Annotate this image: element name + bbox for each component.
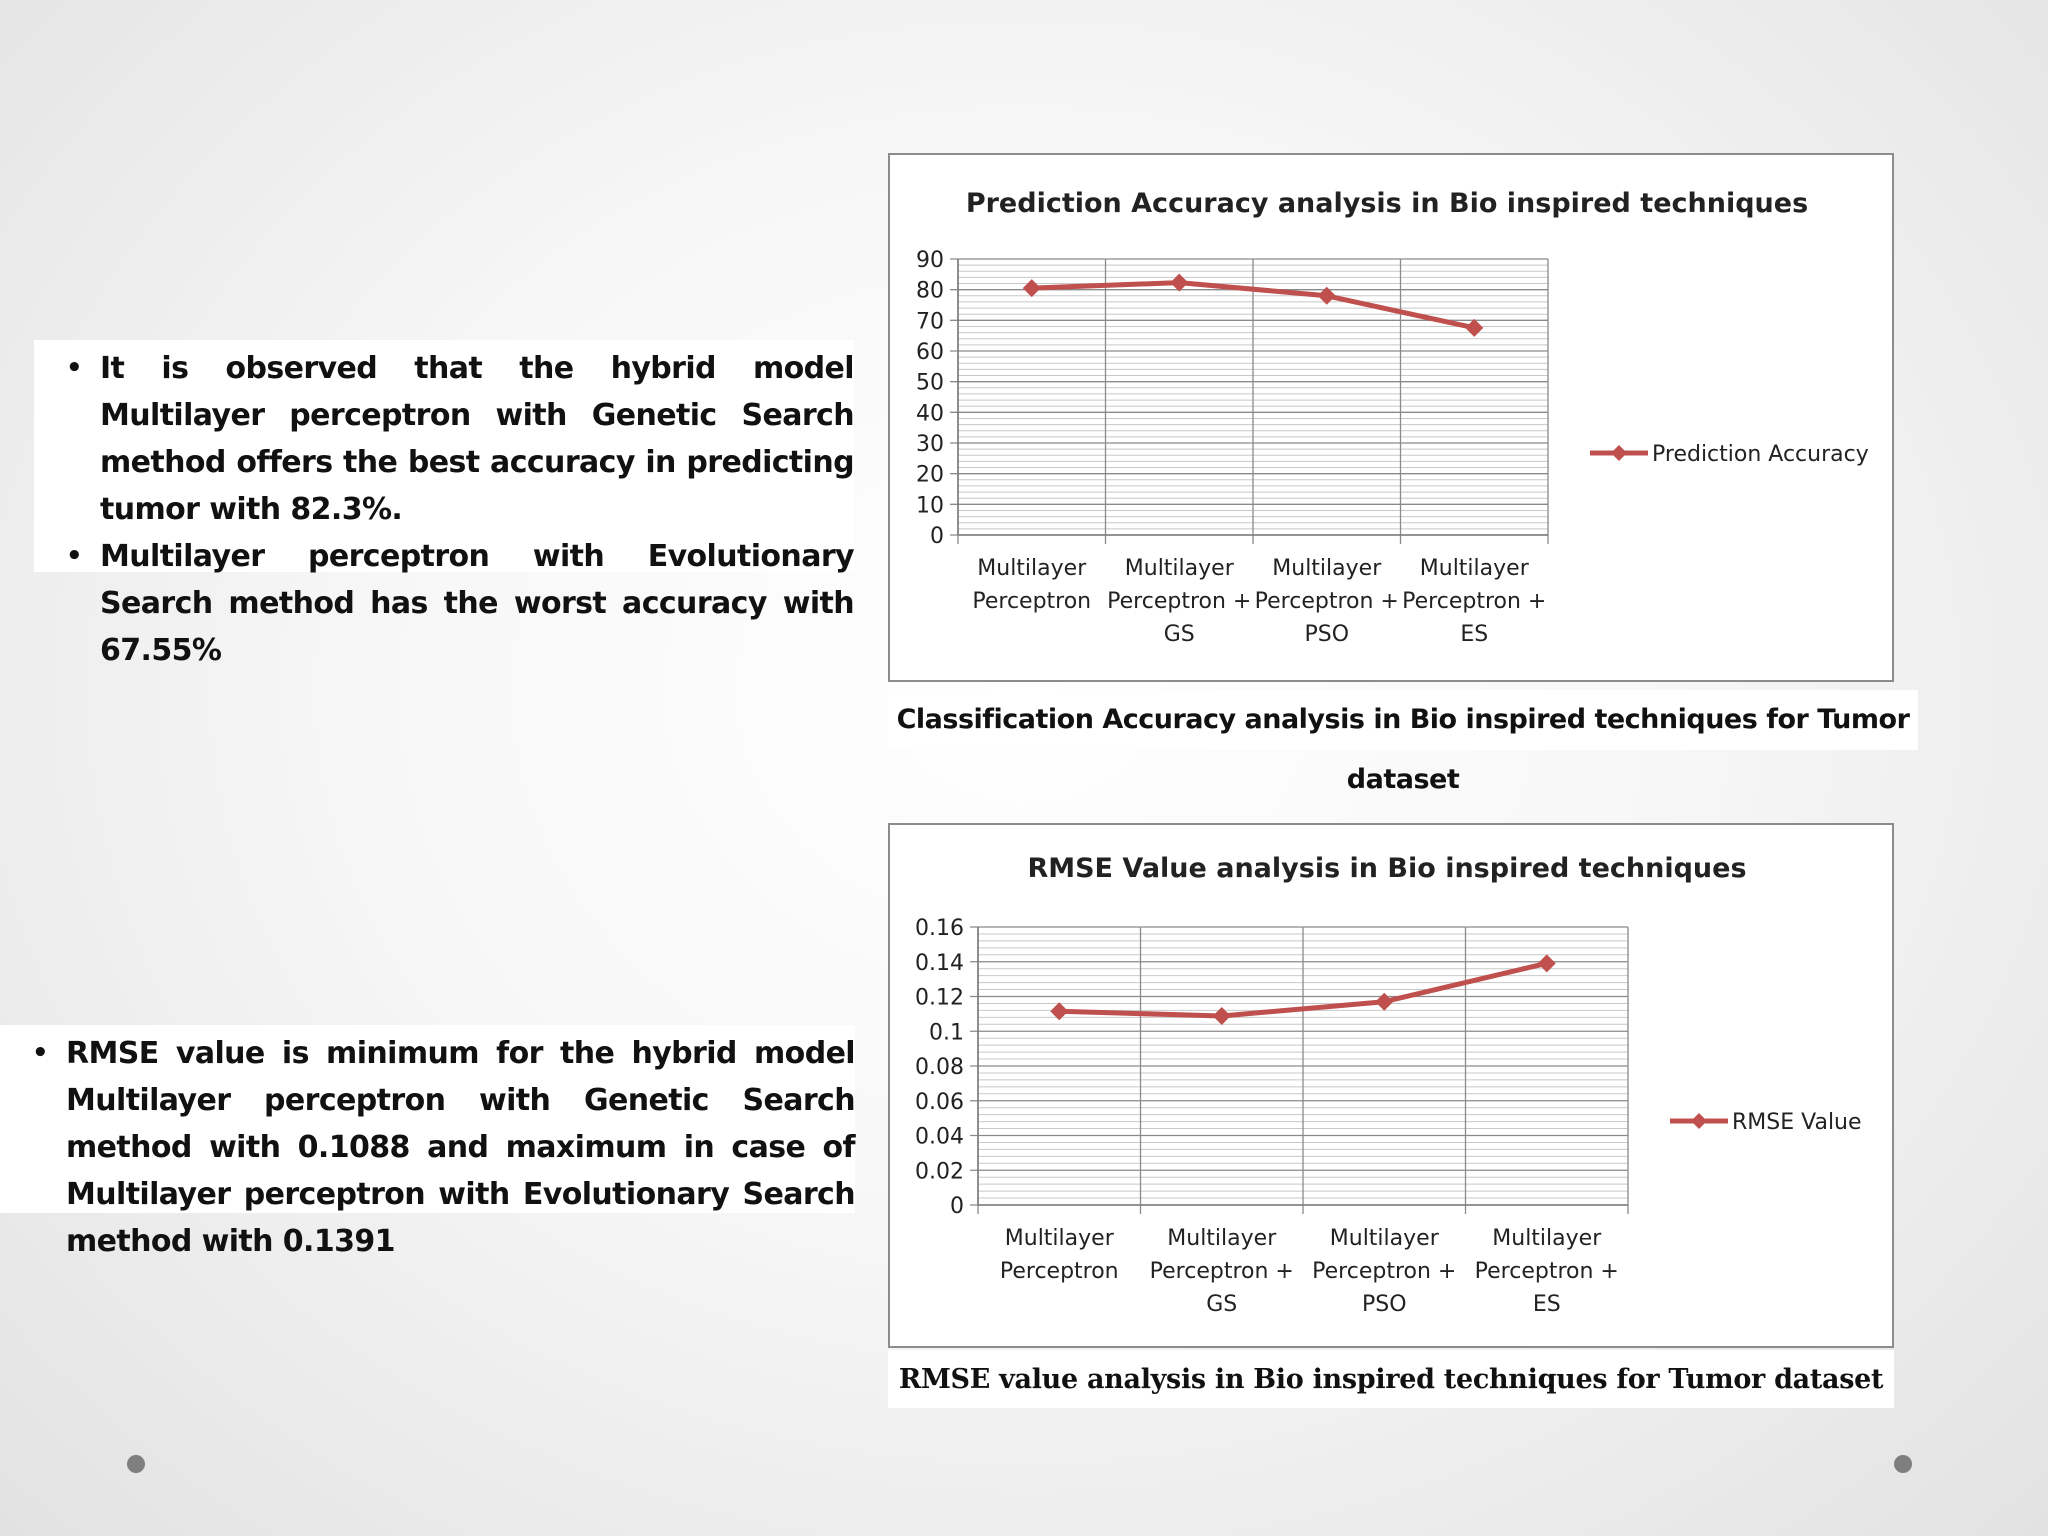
y-tick-label: 0.1 (929, 1020, 964, 1046)
data-point-marker (1170, 274, 1188, 292)
chart-title: Prediction Accuracy analysis in Bio inspired techniques (965, 188, 1809, 219)
y-tick-label: 50 (916, 370, 944, 396)
chart-title: RMSE Value analysis in Bio inspired techniques (1027, 853, 1747, 884)
data-point-marker (1023, 279, 1041, 297)
y-tick-label: 0.12 (915, 985, 964, 1011)
bullet-item: • Multilayer perceptron with Evolutionary Search method has the worst accuracy with 67.55% (66, 533, 854, 674)
x-tick-label: Multilayer Perceptron + ES (1474, 1226, 1619, 1317)
bullet-text-bottom (0, 1025, 855, 1259)
accuracy-chart-caption: Classification Accuracy analysis in Bio inspired techniques for Tumor dataset (888, 690, 1918, 750)
y-tick-label: 0 (950, 1194, 964, 1219)
y-tick-label: 0 (930, 524, 944, 549)
data-point-marker (1375, 993, 1393, 1011)
legend-marker (1691, 1113, 1707, 1129)
accuracy-chart-frame (888, 153, 1894, 682)
data-point-marker (1213, 1007, 1231, 1025)
x-tick-label: Multilayer Perceptron + PSO (1254, 556, 1399, 647)
rmse-line-chart (890, 825, 1894, 1346)
x-tick-label: Multilayer Perceptron (999, 1226, 1119, 1284)
y-tick-label: 70 (916, 309, 944, 335)
y-tick-label: 20 (916, 462, 944, 488)
y-tick-label: 80 (916, 278, 944, 304)
bullet-text-top (34, 340, 854, 668)
bullet-item: • RMSE value is minimum for the hybrid model Multilayer perceptron with Genetic Search method with 0.1088 and maximum in case of Multilayer perceptron with Evolutionary Search method with 0.1391 (32, 1030, 855, 1265)
y-tick-label: 60 (916, 340, 944, 365)
y-tick-label: 0.04 (915, 1124, 964, 1150)
legend-label: RMSE Value (1732, 1110, 1862, 1135)
y-tick-label: 90 (916, 248, 944, 273)
y-tick-label: 0.16 (915, 916, 964, 941)
data-point-marker (1465, 319, 1483, 337)
rmse-chart-frame (888, 823, 1894, 1348)
y-tick-label: 30 (916, 432, 944, 457)
y-tick-label: 40 (916, 401, 944, 427)
data-point-marker (1538, 954, 1556, 972)
legend-label: Prediction Accuracy (1652, 442, 1869, 467)
rmse-chart-caption: RMSE value analysis in Bio inspired techniques for Tumor dataset (888, 1350, 1894, 1408)
y-tick-label: 10 (916, 493, 944, 519)
y-tick-label: 0.14 (915, 950, 964, 976)
slide-decoration-dot-right (1894, 1455, 1912, 1473)
y-tick-label: 0.06 (915, 1089, 964, 1115)
x-tick-label: Multilayer Perceptron + GS (1149, 1226, 1294, 1317)
legend-marker (1611, 445, 1627, 461)
y-tick-label: 0.02 (915, 1159, 964, 1185)
x-tick-label: Multilayer Perceptron + GS (1107, 556, 1252, 647)
slide-decoration-dot-left (127, 1455, 145, 1473)
bullet-item: • It is observed that the hybrid model Multilayer perceptron with Genetic Search method offers the best accuracy in predicting tumor with 82.3%. (66, 345, 854, 533)
y-tick-label: 0.08 (915, 1055, 964, 1080)
accuracy-line-chart (890, 155, 1894, 680)
x-tick-label: Multilayer Perceptron (972, 556, 1092, 614)
x-tick-label: Multilayer Perceptron + ES (1402, 556, 1547, 647)
x-tick-label: Multilayer Perceptron + PSO (1312, 1226, 1457, 1317)
